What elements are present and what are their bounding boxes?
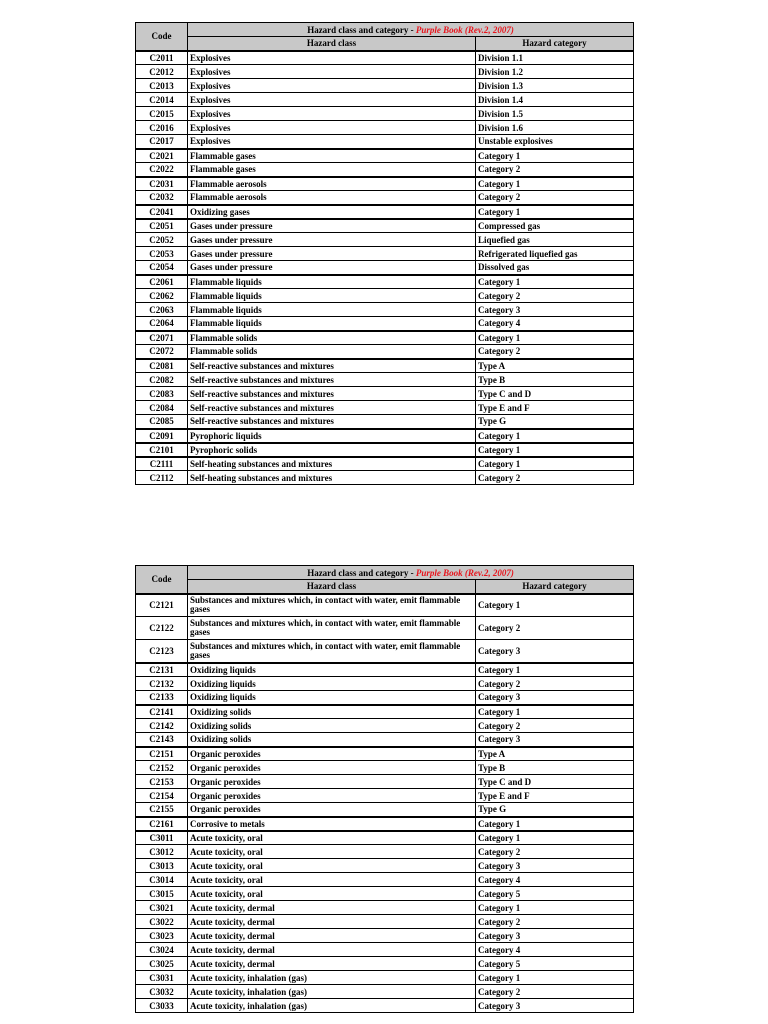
hazard-class-header: Hazard class — [188, 580, 476, 594]
code-cell: C2084 — [136, 401, 188, 415]
table-row — [136, 149, 634, 163]
hazard-class-cell: Acute toxicity, dermal — [188, 901, 476, 915]
code-cell: C3031 — [136, 971, 188, 985]
table-row — [136, 177, 634, 191]
hazard-class-cell: Acute toxicity, oral — [188, 831, 476, 845]
code-cell: C2081 — [136, 359, 188, 373]
table-row — [136, 677, 634, 691]
hazard-category-cell: Category 2 — [476, 191, 634, 205]
code-cell: C2015 — [136, 107, 188, 121]
hazard-class-cell: Gases under pressure — [188, 261, 476, 275]
table-row — [136, 845, 634, 859]
code-header: Code — [136, 23, 188, 51]
hazard-class-cell: Oxidizing liquids — [188, 691, 476, 705]
hazard-category-cell: Dissolved gas — [476, 261, 634, 275]
table-row — [136, 401, 634, 415]
table-row — [136, 219, 634, 233]
hazard-category-cell: Category 3 — [476, 691, 634, 705]
table-row — [136, 415, 634, 429]
hazard-category-cell: Category 5 — [476, 957, 634, 971]
code-cell: C3012 — [136, 845, 188, 859]
hazard-category-header: Hazard category — [476, 37, 634, 51]
table-row — [136, 387, 634, 401]
hazard-category-cell: Category 3 — [476, 859, 634, 873]
hazard-class-cell: Self-reactive substances and mixtures — [188, 359, 476, 373]
hazard-class-cell: Flammable liquids — [188, 275, 476, 289]
code-cell: C2031 — [136, 177, 188, 191]
hazard-category-cell: Type E and F — [476, 789, 634, 803]
table-row — [136, 471, 634, 485]
table-row — [136, 247, 634, 261]
hazard-class-cell: Explosives — [188, 79, 476, 93]
hazard-category-cell: Category 2 — [476, 163, 634, 177]
hazard-category-cell: Category 2 — [476, 471, 634, 485]
table-row — [136, 761, 634, 775]
group-header-prefix: Hazard class and category - — [307, 24, 416, 35]
hazard-category-cell: Type C and D — [476, 387, 634, 401]
hazard-class-cell: Explosives — [188, 135, 476, 149]
table-row — [136, 317, 634, 331]
table-row — [136, 289, 634, 303]
hazard-category-cell: Category 1 — [476, 429, 634, 443]
code-cell: C2012 — [136, 65, 188, 79]
hazard-class-cell: Gases under pressure — [188, 233, 476, 247]
hazard-category-cell: Division 1.5 — [476, 107, 634, 121]
table-row — [136, 943, 634, 957]
hazard-class-cell: Acute toxicity, dermal — [188, 943, 476, 957]
hazard-class-cell: Self-heating substances and mixtures — [188, 471, 476, 485]
hazard-class-cell: Organic peroxides — [188, 775, 476, 789]
code-cell: C2021 — [136, 149, 188, 163]
hazard-category-cell: Category 1 — [476, 331, 634, 345]
hazard-category-cell: Type G — [476, 415, 634, 429]
hazard-category-cell: Category 3 — [476, 640, 634, 663]
table-row — [136, 261, 634, 275]
hazard-category-cell: Category 3 — [476, 999, 634, 1013]
group-header-source: Purple Book (Rev.2, 2007) — [415, 567, 514, 578]
table-row — [136, 359, 634, 373]
hazard-category-cell: Type G — [476, 803, 634, 817]
hazard-class-cell: Flammable solids — [188, 345, 476, 359]
hazard-class-cell: Explosives — [188, 93, 476, 107]
hazard-class-cell: Oxidizing gases — [188, 205, 476, 219]
hazard-category-cell: Unstable explosives — [476, 135, 634, 149]
code-cell: C2061 — [136, 275, 188, 289]
code-cell: C2121 — [136, 594, 188, 617]
table-row — [136, 107, 634, 121]
code-cell: C2072 — [136, 345, 188, 359]
code-cell: C2112 — [136, 471, 188, 485]
hazard-category-cell: Category 1 — [476, 275, 634, 289]
table-row — [136, 121, 634, 135]
table-row — [136, 275, 634, 289]
hazard-category-cell: Category 5 — [476, 887, 634, 901]
hazard-category-header: Hazard category — [476, 580, 634, 594]
table-row — [136, 957, 634, 971]
code-cell: C2153 — [136, 775, 188, 789]
hazard-class-cell: Flammable liquids — [188, 317, 476, 331]
code-cell: C3021 — [136, 901, 188, 915]
code-cell: C3025 — [136, 957, 188, 971]
table-row — [136, 373, 634, 387]
table-row — [136, 901, 634, 915]
hazard-class-cell: Self-reactive substances and mixtures — [188, 415, 476, 429]
hazard-category-cell: Category 1 — [476, 705, 634, 719]
code-cell: C2053 — [136, 247, 188, 261]
hazard-class-cell: Explosives — [188, 107, 476, 121]
hazard-category-cell: Category 2 — [476, 719, 634, 733]
hazard-class-cell: Organic peroxides — [188, 789, 476, 803]
hazard-category-cell: Category 1 — [476, 817, 634, 831]
table-row — [136, 915, 634, 929]
table-row — [136, 65, 634, 79]
code-cell: C2085 — [136, 415, 188, 429]
hazard-category-cell: Type C and D — [476, 775, 634, 789]
table-row — [136, 303, 634, 317]
table-row — [136, 594, 634, 617]
code-cell: C2064 — [136, 317, 188, 331]
hazard-category-cell: Category 2 — [476, 677, 634, 691]
hazard-category-cell: Category 1 — [476, 831, 634, 845]
hazard-category-cell: Division 1.2 — [476, 65, 634, 79]
page-gap — [0, 506, 768, 565]
hazard-category-cell: Division 1.3 — [476, 79, 634, 93]
code-cell: C2155 — [136, 803, 188, 817]
hazard-category-cell: Type E and F — [476, 401, 634, 415]
hazard-category-cell: Liquefied gas — [476, 233, 634, 247]
code-cell: C3022 — [136, 915, 188, 929]
hazard-class-cell: Substances and mixtures which, in contact with water, emit flammable gases — [188, 617, 476, 640]
group-header — [188, 23, 634, 37]
hazard-category-cell: Category 1 — [476, 901, 634, 915]
code-cell: C2152 — [136, 761, 188, 775]
hazard-category-cell: Category 1 — [476, 177, 634, 191]
table-row — [136, 617, 634, 640]
hazard-table-2 — [135, 565, 634, 1013]
table-row — [136, 191, 634, 205]
table-row — [136, 640, 634, 663]
hazard-category-cell: Type A — [476, 359, 634, 373]
table-row — [136, 887, 634, 901]
hazard-class-cell: Explosives — [188, 51, 476, 65]
code-cell: C2011 — [136, 51, 188, 65]
table-row — [136, 443, 634, 457]
hazard-class-cell: Flammable gases — [188, 163, 476, 177]
table-row — [136, 873, 634, 887]
table-row — [136, 79, 634, 93]
hazard-category-cell: Category 1 — [476, 443, 634, 457]
code-cell: C3024 — [136, 943, 188, 957]
code-cell: C3023 — [136, 929, 188, 943]
hazard-class-cell: Flammable aerosols — [188, 191, 476, 205]
code-cell: C2051 — [136, 219, 188, 233]
code-cell: C2054 — [136, 261, 188, 275]
hazard-category-cell: Category 4 — [476, 943, 634, 957]
table-row — [136, 999, 634, 1013]
table-row — [136, 803, 634, 817]
table-row — [136, 93, 634, 107]
code-cell: C2151 — [136, 747, 188, 761]
hazard-table-1 — [135, 22, 634, 485]
code-cell: C2052 — [136, 233, 188, 247]
hazard-category-cell: Compressed gas — [476, 219, 634, 233]
hazard-class-cell: Self-reactive substances and mixtures — [188, 373, 476, 387]
code-cell: C2122 — [136, 617, 188, 640]
code-cell: C2083 — [136, 387, 188, 401]
hazard-category-cell: Category 2 — [476, 915, 634, 929]
hazard-category-cell: Division 1.4 — [476, 93, 634, 107]
hazard-class-cell: Oxidizing liquids — [188, 663, 476, 677]
hazard-category-cell: Category 2 — [476, 289, 634, 303]
hazard-category-cell: Category 2 — [476, 985, 634, 999]
hazard-class-cell: Organic peroxides — [188, 747, 476, 761]
hazard-class-cell: Substances and mixtures which, in contact with water, emit flammable gases — [188, 594, 476, 617]
hazard-category-cell: Type A — [476, 747, 634, 761]
hazard-category-cell: Type B — [476, 373, 634, 387]
hazard-class-cell: Acute toxicity, dermal — [188, 915, 476, 929]
table-row — [136, 331, 634, 345]
table-row — [136, 345, 634, 359]
table-row — [136, 135, 634, 149]
code-cell: C2091 — [136, 429, 188, 443]
table-row — [136, 831, 634, 845]
hazard-category-cell: Category 2 — [476, 845, 634, 859]
hazard-category-cell: Type B — [476, 761, 634, 775]
code-cell: C2123 — [136, 640, 188, 663]
hazard-class-cell: Oxidizing liquids — [188, 677, 476, 691]
table-row — [136, 929, 634, 943]
hazard-class-cell: Self-reactive substances and mixtures — [188, 387, 476, 401]
table-row — [136, 663, 634, 677]
hazard-class-header: Hazard class — [188, 37, 476, 51]
hazard-category-cell: Category 3 — [476, 733, 634, 747]
hazard-class-cell: Gases under pressure — [188, 247, 476, 261]
hazard-class-cell: Flammable liquids — [188, 289, 476, 303]
code-cell: C2141 — [136, 705, 188, 719]
hazard-class-cell: Corrosive to metals — [188, 817, 476, 831]
code-cell: C2071 — [136, 331, 188, 345]
code-cell: C2133 — [136, 691, 188, 705]
code-cell: C2022 — [136, 163, 188, 177]
table-row — [136, 205, 634, 219]
hazard-class-cell: Flammable gases — [188, 149, 476, 163]
hazard-category-cell: Category 3 — [476, 929, 634, 943]
hazard-class-cell: Acute toxicity, inhalation (gas) — [188, 999, 476, 1013]
code-cell: C3014 — [136, 873, 188, 887]
hazard-class-cell: Pyrophoric solids — [188, 443, 476, 457]
table-row — [136, 859, 634, 873]
table-row — [136, 691, 634, 705]
hazard-category-cell: Category 3 — [476, 303, 634, 317]
hazard-class-cell: Self-heating substances and mixtures — [188, 457, 476, 471]
hazard-class-cell: Organic peroxides — [188, 803, 476, 817]
hazard-category-cell: Category 2 — [476, 345, 634, 359]
table-row — [136, 705, 634, 719]
hazard-category-cell: Category 1 — [476, 663, 634, 677]
table-row — [136, 985, 634, 999]
hazard-class-cell: Acute toxicity, inhalation (gas) — [188, 985, 476, 999]
hazard-class-cell: Oxidizing solids — [188, 705, 476, 719]
hazard-class-cell: Acute toxicity, oral — [188, 887, 476, 901]
code-cell: C2062 — [136, 289, 188, 303]
hazard-class-cell: Acute toxicity, oral — [188, 873, 476, 887]
table-row — [136, 457, 634, 471]
hazard-class-cell: Acute toxicity, dermal — [188, 929, 476, 943]
hazard-class-cell: Substances and mixtures which, in contact with water, emit flammable gases — [188, 640, 476, 663]
code-cell: C2111 — [136, 457, 188, 471]
group-header — [188, 566, 634, 580]
code-cell: C2082 — [136, 373, 188, 387]
hazard-category-cell: Category 4 — [476, 873, 634, 887]
hazard-class-cell: Acute toxicity, oral — [188, 859, 476, 873]
code-cell: C3015 — [136, 887, 188, 901]
code-cell: C2154 — [136, 789, 188, 803]
code-cell: C2131 — [136, 663, 188, 677]
hazard-category-cell: Refrigerated liquefied gas — [476, 247, 634, 261]
code-cell: C2142 — [136, 719, 188, 733]
code-cell: C2132 — [136, 677, 188, 691]
hazard-category-cell: Category 1 — [476, 149, 634, 163]
hazard-class-cell: Flammable liquids — [188, 303, 476, 317]
hazard-class-cell: Explosives — [188, 121, 476, 135]
code-cell: C2032 — [136, 191, 188, 205]
group-header-prefix: Hazard class and category - — [307, 567, 416, 578]
hazard-category-cell: Category 1 — [476, 457, 634, 471]
hazard-class-cell: Oxidizing solids — [188, 733, 476, 747]
hazard-category-cell: Category 1 — [476, 594, 634, 617]
hazard-category-cell: Division 1.1 — [476, 51, 634, 65]
hazard-class-cell: Organic peroxides — [188, 761, 476, 775]
code-cell: C3011 — [136, 831, 188, 845]
code-cell: C2014 — [136, 93, 188, 107]
hazard-category-cell: Category 2 — [476, 617, 634, 640]
table-row — [136, 775, 634, 789]
code-cell: C3033 — [136, 999, 188, 1013]
hazard-category-cell: Category 4 — [476, 317, 634, 331]
hazard-class-cell: Oxidizing solids — [188, 719, 476, 733]
table-body — [136, 51, 634, 485]
hazard-class-cell: Flammable solids — [188, 331, 476, 345]
table-row — [136, 719, 634, 733]
hazard-category-cell: Category 1 — [476, 205, 634, 219]
hazard-class-cell: Explosives — [188, 65, 476, 79]
hazard-class-cell: Acute toxicity, oral — [188, 845, 476, 859]
code-cell: C2161 — [136, 817, 188, 831]
code-cell: C3032 — [136, 985, 188, 999]
table-row — [136, 429, 634, 443]
hazard-category-cell: Division 1.6 — [476, 121, 634, 135]
code-cell: C2101 — [136, 443, 188, 457]
table-row — [136, 789, 634, 803]
code-cell: C2017 — [136, 135, 188, 149]
hazard-class-cell: Acute toxicity, dermal — [188, 957, 476, 971]
code-cell: C3013 — [136, 859, 188, 873]
table-row — [136, 51, 634, 65]
table-row — [136, 817, 634, 831]
code-cell: C2143 — [136, 733, 188, 747]
code-cell: C2016 — [136, 121, 188, 135]
hazard-class-cell: Pyrophoric liquids — [188, 429, 476, 443]
hazard-category-cell: Category 1 — [476, 971, 634, 985]
table-row — [136, 733, 634, 747]
table-row — [136, 233, 634, 247]
table-row — [136, 163, 634, 177]
group-header-source: Purple Book (Rev.2, 2007) — [415, 24, 514, 35]
hazard-class-cell: Flammable aerosols — [188, 177, 476, 191]
code-cell: C2013 — [136, 79, 188, 93]
table-row — [136, 971, 634, 985]
hazard-class-cell: Gases under pressure — [188, 219, 476, 233]
table-row — [136, 747, 634, 761]
hazard-class-cell: Self-reactive substances and mixtures — [188, 401, 476, 415]
code-cell: C2063 — [136, 303, 188, 317]
code-header: Code — [136, 566, 188, 594]
code-cell: C2041 — [136, 205, 188, 219]
hazard-class-cell: Acute toxicity, inhalation (gas) — [188, 971, 476, 985]
table-body — [136, 594, 634, 1013]
